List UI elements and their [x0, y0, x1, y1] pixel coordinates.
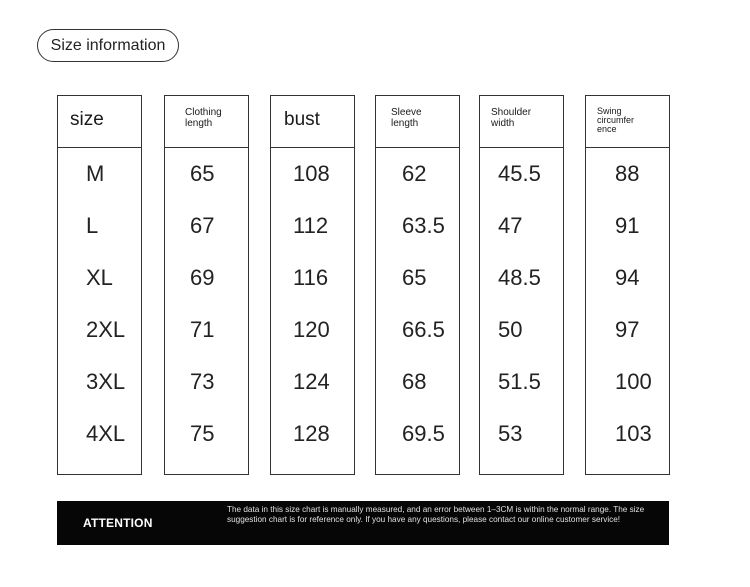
column-header — [480, 96, 563, 148]
table-cell: 103 — [615, 421, 652, 446]
table-cell: 66.5 — [402, 317, 445, 342]
column-header — [586, 96, 669, 148]
table-cell: M — [86, 161, 105, 186]
table-cell: 100 — [615, 369, 652, 394]
table-cell: 120 — [293, 317, 330, 342]
table-cell: 97 — [615, 317, 640, 342]
column-clothing-length — [164, 95, 249, 475]
attention-label: ATTENTION — [83, 516, 153, 530]
table-cell: 51.5 — [498, 369, 541, 394]
table-cell: 63.5 — [402, 213, 445, 238]
table-cell: 116 — [293, 265, 329, 290]
table-cell: XL — [86, 265, 113, 290]
size-information-title: Size information — [37, 29, 179, 62]
table-cell: 108 — [293, 161, 330, 186]
column-header — [376, 96, 459, 148]
column-header — [165, 96, 248, 148]
attention-notice-text: The data in this size chart is manually measured, and an error between 1–3CM is within the normal range. The size suggestion chart is for reference only. If you have any questions, please contact our online customer service! — [227, 505, 645, 524]
column-header-label: size — [70, 109, 104, 130]
column-sleeve-length — [375, 95, 460, 475]
table-cell: 45.5 — [498, 161, 541, 186]
table-cell: 3XL — [86, 369, 126, 394]
table-cell: 4XL — [86, 421, 126, 446]
table-cell: 67 — [190, 213, 215, 238]
column-header-label: Sleeve length — [391, 107, 422, 129]
table-cell: 2XL — [86, 317, 126, 342]
table-cell: 88 — [615, 161, 640, 186]
column-header — [58, 96, 141, 148]
table-cell: 53 — [498, 421, 523, 446]
table-cell: 47 — [498, 213, 523, 238]
column-header-label: Clothing length — [185, 107, 222, 129]
column-size — [57, 95, 142, 475]
attention-banner — [57, 501, 669, 545]
column-header-label: bust — [284, 109, 320, 130]
column-bust — [270, 95, 355, 475]
table-cell: 112 — [293, 213, 329, 238]
table-cell: 75 — [190, 421, 215, 446]
table-cell: 69.5 — [402, 421, 445, 446]
table-cell: 48.5 — [498, 265, 541, 290]
table-cell: 62 — [402, 161, 427, 186]
table-cell: 50 — [498, 317, 523, 342]
column-swing-circumference — [585, 95, 670, 475]
column-header-label: Shoulder width — [491, 107, 532, 129]
table-cell: 73 — [190, 369, 215, 394]
table-cell: 124 — [293, 369, 330, 394]
table-cell: 71 — [190, 317, 215, 342]
table-cell: 128 — [293, 421, 330, 446]
table-cell: 91 — [615, 213, 640, 238]
table-cell: 65 — [190, 161, 215, 186]
table-cell: 68 — [402, 369, 427, 394]
table-cell: L — [86, 213, 99, 238]
column-shoulder-width — [479, 95, 564, 475]
table-cell: 94 — [615, 265, 640, 290]
column-header-label: Swing circumfer ence — [597, 106, 635, 134]
table-cell: 69 — [190, 265, 215, 290]
column-header — [271, 96, 354, 148]
table-cell: 65 — [402, 265, 427, 290]
